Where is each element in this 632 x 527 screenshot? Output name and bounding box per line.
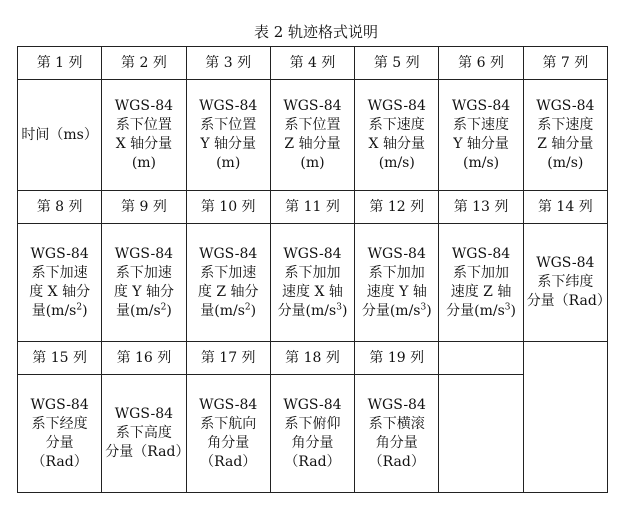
unit-exponent: 3	[336, 301, 342, 312]
table-header-row	[18, 191, 608, 224]
empty-cell	[439, 342, 523, 375]
column-header: 第 6 列	[439, 47, 523, 80]
unit-exponent: 2	[244, 301, 251, 312]
table-header-row	[18, 342, 608, 375]
table-cell: WGS-84 系下速度 X 轴分量 (m/s)	[355, 80, 439, 191]
unit-exponent: 2	[76, 301, 83, 312]
table-caption: 表 2 轨迹格式说明	[253, 23, 379, 41]
column-header: 第 5 列	[355, 47, 439, 80]
column-header: 第 9 列	[102, 191, 186, 224]
column-header: 第 2 列	[102, 47, 186, 80]
column-header: 第 16 列	[102, 342, 186, 375]
table-cell: WGS-84 系下纬度 分量（Rad）	[523, 224, 607, 342]
column-header: 第 18 列	[270, 342, 354, 375]
column-header: 第 11 列	[270, 191, 354, 224]
table-cell: WGS-84 系下加加 速度 Z 轴 分量$(m/s^3)$	[439, 224, 523, 342]
table-cell: WGS-84 系下加速 度 Y 轴分 量$(m/s^2)$	[102, 224, 186, 342]
column-header: 第 7 列	[523, 47, 607, 80]
table-cell: WGS-84 系下俯仰 角分量 （Rad）	[270, 375, 354, 493]
unit-exponent: 2	[160, 301, 167, 312]
column-header: 第 1 列	[18, 47, 102, 80]
unit-exponent: 3	[420, 301, 427, 312]
table-row	[18, 375, 608, 493]
table-cell: WGS-84 系下加速 度 Z 轴分 量$(m/s^2)$	[186, 224, 270, 342]
table-cell: WGS-84 系下位置 Z 轴分量 (m)	[270, 80, 354, 191]
column-header: 第 19 列	[355, 342, 439, 375]
table-cell: WGS-84 系下横滚 角分量 （Rad）	[355, 375, 439, 493]
column-header: 第 3 列	[186, 47, 270, 80]
table-cell: WGS-84 系下航向 角分量 （Rad）	[186, 375, 270, 493]
table-cell: WGS-84 系下高度 分量（Rad）	[102, 375, 186, 493]
column-header: 第 10 列	[186, 191, 270, 224]
table-cell: WGS-84 系下位置 Y 轴分量 (m)	[186, 80, 270, 191]
empty-cell	[439, 375, 523, 493]
table-cell: WGS-84 系下加加 速度 Y 轴 分量$(m/s^3)$	[355, 224, 439, 342]
table-cell: WGS-84 系下速度 Y 轴分量 (m/s)	[439, 80, 523, 191]
column-header: 第 17 列	[186, 342, 270, 375]
table-cell: 时间（ms）	[18, 80, 102, 191]
column-header: 第 15 列	[18, 342, 102, 375]
column-header: 第 12 列	[355, 191, 439, 224]
table-row	[18, 224, 608, 342]
table-cell: WGS-84 系下加加 速度 X 轴 分量$(m/s^3)$	[270, 224, 354, 342]
table-cell: WGS-84 系下速度 Z 轴分量 (m/s)	[523, 80, 607, 191]
table-cell: WGS-84 系下位置 X 轴分量 (m)	[102, 80, 186, 191]
table-header-row	[18, 47, 608, 80]
table-cell: WGS-84 系下经度 分量 （Rad）	[18, 375, 102, 493]
trajectory-format-table	[17, 46, 611, 493]
unit-exponent: 3	[504, 301, 511, 312]
column-header: 第 14 列	[523, 191, 607, 224]
table-cell: WGS-84 系下加速 度 X 轴分 量$(m/s^2)$	[18, 224, 102, 342]
column-header: 第 4 列	[270, 47, 354, 80]
empty-cell	[523, 342, 607, 493]
column-header: 第 8 列	[18, 191, 102, 224]
table-row	[18, 80, 608, 191]
column-header: 第 13 列	[439, 191, 523, 224]
